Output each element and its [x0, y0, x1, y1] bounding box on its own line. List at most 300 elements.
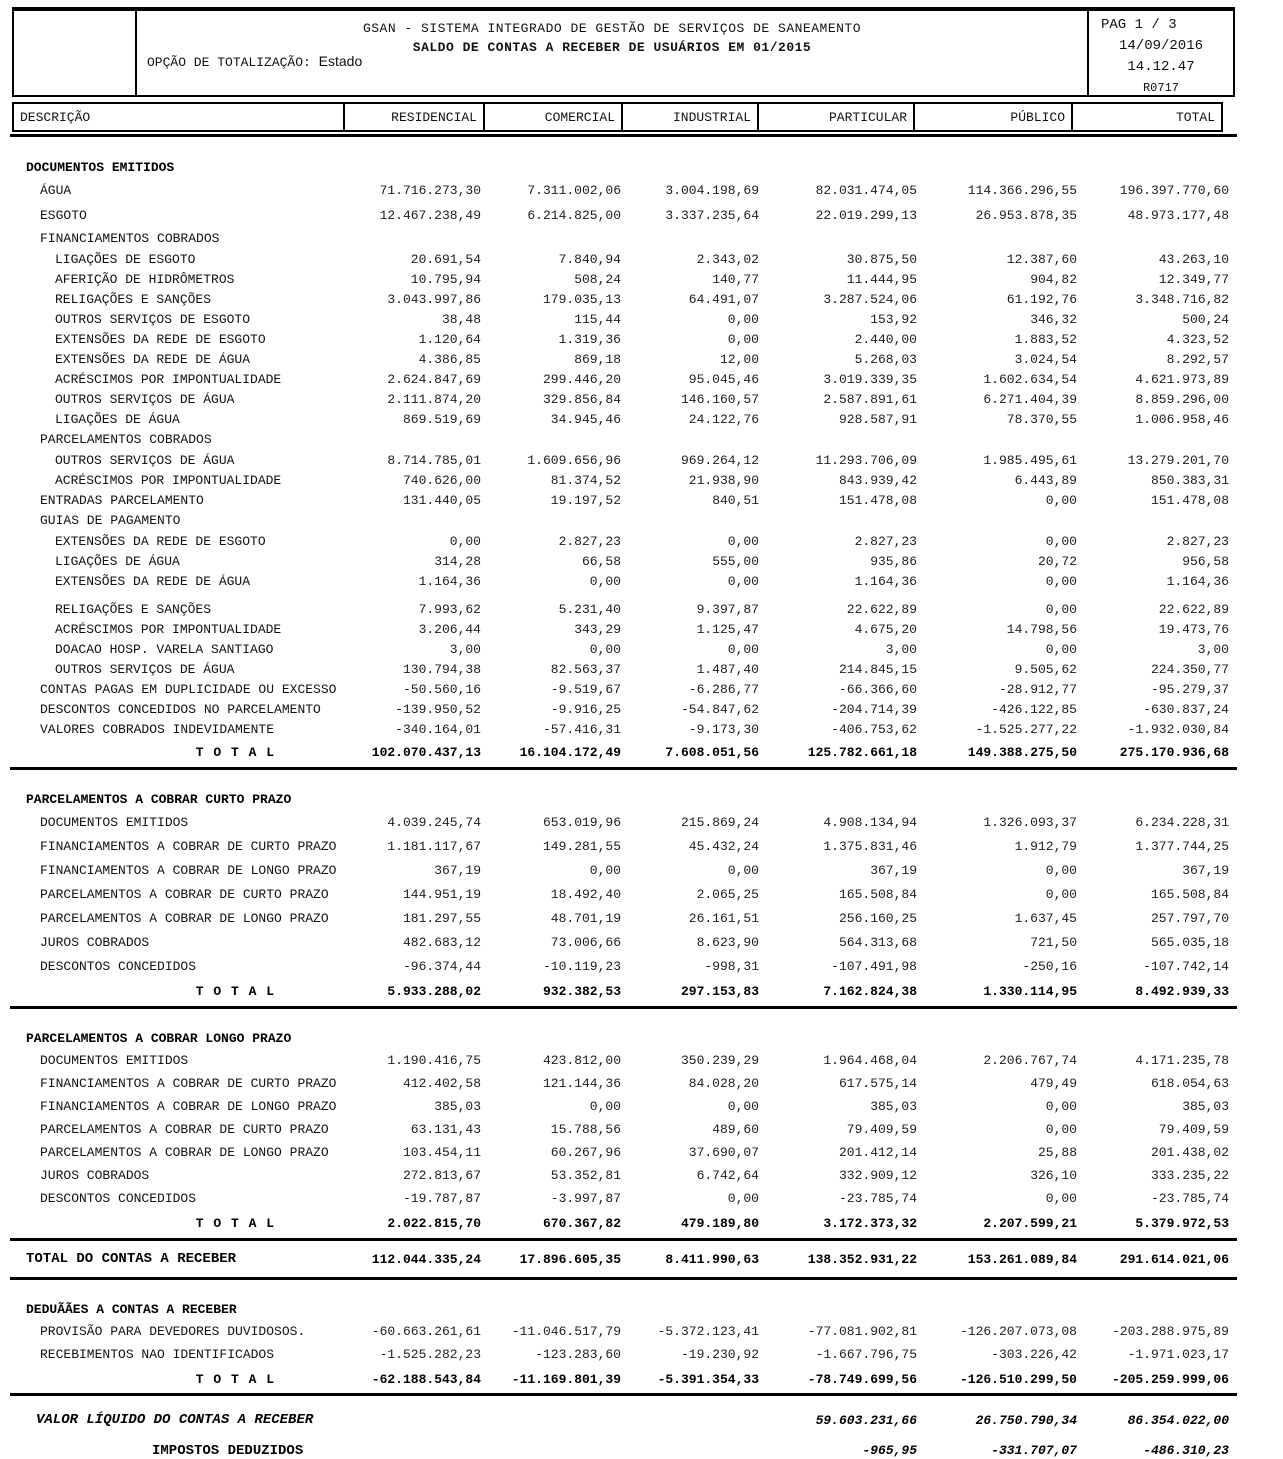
description-cell: T O T A L — [195, 984, 275, 999]
value-cell: -1.971.023,17 — [1127, 1347, 1229, 1362]
report-time: 14.12.47 — [1127, 59, 1195, 75]
value-cell: 291.614.021,06 — [1119, 1251, 1229, 1267]
value-cell: 11.293.706,09 — [815, 452, 917, 468]
value-cell: 3,00 — [885, 641, 917, 657]
value-cell: 81.374,52 — [550, 472, 621, 488]
description-cell: ÁGUA — [40, 183, 72, 198]
value-cell: 13.279.201,70 — [1127, 452, 1229, 468]
table-row — [12, 309, 1235, 329]
value-cell: 20,72 — [1037, 553, 1077, 569]
value-cell: 8.623,90 — [696, 934, 759, 950]
value-cell: 82.031.474,05 — [815, 183, 917, 198]
value-cell: 165.508,84 — [1150, 886, 1229, 902]
table-row — [12, 882, 1235, 906]
description-cell: FINANCIAMENTOS A COBRAR DE LONGO PRAZO — [40, 1099, 337, 1114]
value-cell: 22.622,89 — [1158, 601, 1229, 617]
value-cell: 850.383,31 — [1150, 472, 1229, 488]
section-header-row — [12, 771, 1235, 810]
column-header: PÚBLICO — [913, 102, 1073, 132]
value-cell: 0,00 — [1045, 1122, 1077, 1137]
value-cell: 4.171.235,78 — [1135, 1053, 1229, 1068]
value-cell: 257.797,70 — [1150, 910, 1229, 926]
totalization-label: OPÇÃO DE TOTALIZAÇÃO: — [147, 55, 311, 70]
value-cell: -126.207.073,08 — [959, 1324, 1077, 1339]
value-cell: -486.310,23 — [1143, 1443, 1229, 1458]
value-cell: 500,24 — [1182, 311, 1229, 327]
value-cell: 0,00 — [727, 573, 759, 589]
column-header: RESIDENCIAL — [343, 102, 485, 132]
value-cell: 4.908.134,94 — [823, 814, 917, 830]
value-cell: 144.951,19 — [402, 886, 481, 902]
description-cell: FINANCIAMENTOS A COBRAR DE CURTO PRAZO — [40, 838, 337, 854]
table-row — [12, 1343, 1235, 1366]
total-row — [12, 1366, 1235, 1392]
description-cell: IMPOSTOS DEDUZIDOS — [152, 1443, 304, 1459]
description-cell: OUTROS SERVIÇOS DE ÁGUA — [55, 452, 235, 468]
value-cell: 0,00 — [1045, 533, 1077, 549]
value-cell: -126.510.299,50 — [959, 1371, 1077, 1387]
value-cell: 0,00 — [589, 573, 621, 589]
value-cell: 2.206.767,74 — [983, 1053, 1077, 1068]
value-cell: 14.798,56 — [1006, 621, 1077, 637]
table-row — [12, 1072, 1235, 1095]
value-cell: 843.939,42 — [838, 472, 917, 488]
row-spacer — [12, 591, 1235, 599]
value-cell: 2.440,00 — [854, 331, 917, 347]
value-cell: 84.028,20 — [688, 1076, 759, 1091]
value-cell: 214.845,15 — [838, 661, 917, 677]
value-cell: 112.044.335,24 — [371, 1251, 481, 1267]
report-table-body — [12, 139, 1235, 1459]
table-row — [12, 429, 1235, 450]
description-cell: ACRÉSCIMOS POR IMPONTUALIDADE — [55, 621, 282, 637]
value-cell: 1.912,79 — [1014, 838, 1077, 854]
value-cell: 5.231,40 — [558, 601, 621, 617]
total-row — [12, 1210, 1235, 1237]
section-header-row — [12, 1010, 1235, 1049]
value-cell: 0,00 — [727, 1191, 759, 1206]
description-cell: GUIAS DE PAGAMENTO — [40, 513, 181, 528]
value-cell: 19.473,76 — [1158, 621, 1229, 637]
value-cell: 20.691,54 — [410, 251, 481, 267]
value-cell: 4.675,20 — [854, 621, 917, 637]
value-cell: -23.785,74 — [1150, 1191, 1229, 1206]
value-cell: 1.637,45 — [1014, 910, 1077, 926]
value-cell: 8.714.785,01 — [387, 452, 481, 468]
table-row — [12, 954, 1235, 978]
section-divider — [10, 1238, 1237, 1241]
value-cell: 3.172.373,32 — [823, 1216, 917, 1231]
value-cell: 653.019,96 — [542, 814, 621, 830]
column-header: PARTICULAR — [757, 102, 915, 132]
description-cell: EXTENSÕES DA REDE DE ESGOTO — [55, 331, 266, 347]
value-cell: 0,00 — [727, 641, 759, 657]
value-cell: 179.035,13 — [542, 291, 621, 307]
value-cell: 3.206,44 — [418, 621, 481, 637]
value-cell: 343,29 — [574, 621, 621, 637]
page-indicator: PAG 1 / 3 — [1101, 17, 1177, 33]
header-divider — [10, 134, 1237, 137]
value-cell: 102.070.437,13 — [371, 745, 481, 760]
value-cell: 115,44 — [574, 311, 621, 327]
value-cell: 2.827,23 — [1166, 533, 1229, 549]
value-cell: 53.352,81 — [550, 1168, 621, 1183]
value-cell: 3,00 — [449, 641, 481, 657]
value-cell: 26.161,51 — [688, 910, 759, 926]
value-cell: 3.287.524,06 — [823, 291, 917, 307]
table-row — [12, 679, 1235, 699]
value-cell: 19.197,52 — [550, 492, 621, 508]
value-cell: 7.311.002,06 — [527, 183, 621, 198]
value-cell: 3.024,54 — [1014, 351, 1077, 367]
description-cell: PARCELAMENTOS A COBRAR CURTO PRAZO — [26, 792, 292, 807]
value-cell: 60.267,96 — [550, 1145, 621, 1160]
value-cell: -5.391.354,33 — [657, 1371, 759, 1387]
value-cell: 153.261.089,84 — [967, 1251, 1077, 1267]
description-cell: DOCUMENTOS EMITIDOS — [40, 814, 189, 830]
value-cell: -204.714,39 — [831, 701, 917, 717]
value-cell: 1.487,40 — [696, 661, 759, 677]
value-cell: 61.192,76 — [1006, 291, 1077, 307]
table-row — [12, 1095, 1235, 1118]
value-cell: -1.667.796,75 — [815, 1347, 917, 1362]
value-cell: 26.953.878,35 — [975, 208, 1077, 223]
value-cell: 326,10 — [1030, 1168, 1077, 1183]
value-cell: -19.230,92 — [680, 1347, 759, 1362]
value-cell: -9.519,67 — [550, 681, 621, 697]
table-row — [12, 1187, 1235, 1210]
value-cell: 0,00 — [727, 331, 759, 347]
description-cell: RECEBIMENTOS NAO IDENTIFICADOS — [40, 1347, 275, 1362]
value-cell: 565.035,18 — [1150, 934, 1229, 950]
value-cell: 350.239,29 — [680, 1053, 759, 1068]
value-cell: 15.788,56 — [550, 1122, 621, 1137]
column-header: COMERCIAL — [483, 102, 623, 132]
value-cell: 479,49 — [1030, 1076, 1077, 1091]
value-cell: 2.207.599,21 — [983, 1216, 1077, 1231]
value-cell: 151.478,08 — [1150, 492, 1229, 508]
report-date: 14/09/2016 — [1118, 38, 1203, 54]
description-cell: EXTENSÕES DA REDE DE ÁGUA — [55, 351, 251, 367]
value-cell: -1.525.277,22 — [975, 721, 1077, 737]
value-cell: -6.286,77 — [688, 681, 759, 697]
value-cell: 121.144,36 — [542, 1076, 621, 1091]
value-cell: 63.131,43 — [410, 1122, 481, 1137]
value-cell: 346,32 — [1030, 311, 1077, 327]
table-row — [12, 1118, 1235, 1141]
value-cell: -123.283,60 — [535, 1347, 621, 1362]
description-cell: ACRÉSCIMOS POR IMPONTUALIDADE — [55, 371, 282, 387]
value-cell: 956,58 — [1182, 553, 1229, 569]
value-cell: 3.019.339,35 — [823, 371, 917, 387]
value-cell: -10.119,23 — [542, 958, 621, 974]
value-cell: 26.750.790,34 — [975, 1412, 1077, 1428]
table-row — [12, 178, 1235, 203]
value-cell: 1.181.117,67 — [387, 838, 481, 854]
value-cell: 5.379.972,53 — [1135, 1216, 1229, 1231]
total-row — [12, 739, 1235, 766]
description-cell: EXTENSÕES DA REDE DE ESGOTO — [55, 533, 266, 549]
table-row — [12, 269, 1235, 289]
value-cell: 1.120,64 — [418, 331, 481, 347]
description-cell: PROVISÃO PARA DEVEDORES DUVIDOSOS. — [40, 1324, 306, 1339]
value-cell: 7.162.824,38 — [823, 984, 917, 999]
table-row — [12, 409, 1235, 429]
value-cell: 114.366.296,55 — [967, 183, 1077, 198]
table-row — [12, 1164, 1235, 1187]
report-code: R0717 — [1142, 81, 1179, 95]
value-cell: 2.587.891,61 — [823, 391, 917, 407]
value-cell: 3.337.235,64 — [665, 208, 759, 223]
value-cell: 385,03 — [1182, 1099, 1229, 1114]
value-cell: 38,48 — [441, 311, 481, 327]
value-cell: 140,77 — [712, 271, 759, 287]
header-center — [137, 11, 1087, 95]
totalization-line — [147, 53, 362, 70]
value-cell: 131.440,05 — [402, 492, 481, 508]
value-cell: 37.690,07 — [688, 1145, 759, 1160]
value-cell: -5.372.123,41 — [657, 1324, 759, 1339]
value-cell: 0,00 — [589, 641, 621, 657]
value-cell: 0,00 — [1045, 1191, 1077, 1206]
value-cell: -303.226,42 — [991, 1347, 1077, 1362]
value-cell: 8.292,57 — [1166, 351, 1229, 367]
value-cell: 1.375.831,46 — [823, 838, 917, 854]
logo-box — [14, 11, 137, 95]
value-cell: 4.621.973,89 — [1135, 371, 1229, 387]
table-row — [12, 699, 1235, 719]
value-cell: 151.478,08 — [838, 492, 917, 508]
description-cell: VALORES COBRADOS INDEVIDAMENTE — [40, 721, 275, 737]
description-cell: OUTROS SERVIÇOS DE ESGOTO — [55, 311, 251, 327]
value-cell: 5.933.288,02 — [387, 984, 481, 999]
table-row — [12, 1443, 1235, 1459]
value-cell: -406.753,62 — [831, 721, 917, 737]
description-cell: OUTROS SERVIÇOS DE ÁGUA — [55, 391, 235, 407]
value-cell: -77.081.902,81 — [807, 1324, 917, 1339]
table-row — [12, 289, 1235, 309]
value-cell: 0,00 — [727, 1099, 759, 1114]
description-cell: ENTRADAS PARCELAMENTO — [40, 492, 204, 508]
value-cell: 9.505,62 — [1014, 661, 1077, 677]
value-cell: 0,00 — [449, 533, 481, 549]
description-cell: EXTENSÕES DA REDE DE ÁGUA — [55, 573, 251, 589]
value-cell: 869.519,69 — [402, 411, 481, 427]
value-cell: 333.235,22 — [1150, 1168, 1229, 1183]
value-cell: 969.264,12 — [680, 452, 759, 468]
table-row — [12, 930, 1235, 954]
value-cell: 932.382,53 — [542, 984, 621, 999]
description-cell: ACRÉSCIMOS POR IMPONTUALIDADE — [55, 472, 282, 488]
value-cell: 215.869,24 — [680, 814, 759, 830]
value-cell: 149.388.275,50 — [967, 745, 1077, 760]
value-cell: 314,28 — [434, 553, 481, 569]
section-divider — [10, 1277, 1237, 1280]
section-divider — [10, 1393, 1237, 1396]
value-cell: 25,88 — [1037, 1145, 1077, 1160]
description-cell: FINANCIAMENTOS COBRADOS — [40, 231, 220, 246]
description-cell: T O T A L — [195, 1371, 275, 1387]
description-cell: OUTROS SERVIÇOS DE ÁGUA — [55, 661, 235, 677]
table-row — [12, 1049, 1235, 1072]
value-cell: 86.354.022,00 — [1127, 1412, 1229, 1428]
report-title: GSAN - SISTEMA INTEGRADO DE GESTÃO DE SERVIÇOS DE SANEAMENTO — [362, 21, 862, 36]
value-cell: -340.164,01 — [395, 721, 481, 737]
value-cell: 297.153,83 — [680, 984, 759, 999]
description-cell: VALOR LÍQUIDO DO CONTAS A RECEBER — [36, 1412, 314, 1428]
totalization-value: Estado — [318, 53, 363, 69]
value-cell: 224.350,77 — [1150, 661, 1229, 677]
description-cell: AFERIÇÃO DE HIDRÔMETROS — [55, 271, 235, 287]
value-cell: 3.043.997,86 — [387, 291, 481, 307]
table-row — [12, 510, 1235, 531]
value-cell: 4.039.245,74 — [387, 814, 481, 830]
description-cell: TOTAL DO CONTAS A RECEBER — [26, 1251, 237, 1267]
value-cell: -331.707,07 — [991, 1443, 1077, 1458]
table-row — [12, 490, 1235, 510]
description-cell: PARCELAMENTOS A COBRAR DE CURTO PRAZO — [40, 1122, 329, 1137]
table-row — [12, 719, 1235, 739]
value-cell: 479.189,80 — [680, 1216, 759, 1231]
description-cell: CONTAS PAGAS EM DUPLICIDADE OU EXCESSO — [40, 681, 337, 697]
description-cell: JUROS COBRADOS — [40, 1168, 150, 1183]
table-row — [12, 203, 1235, 228]
value-cell: -965,95 — [862, 1443, 917, 1458]
value-cell: -11.169.801,39 — [511, 1371, 621, 1387]
value-cell: 130.794,38 — [402, 661, 481, 677]
value-cell: 1.602.634,54 — [983, 371, 1077, 387]
value-cell: 367,19 — [870, 862, 917, 878]
value-cell: 73.006,66 — [550, 934, 621, 950]
value-cell: 2.343,02 — [696, 251, 759, 267]
description-cell: ESGOTO — [40, 208, 87, 223]
value-cell: -9.916,25 — [550, 701, 621, 717]
value-cell: 7.840,94 — [558, 251, 621, 267]
value-cell: 721,50 — [1030, 934, 1077, 950]
value-cell: 3.004.198,69 — [665, 183, 759, 198]
value-cell: 1.164,36 — [418, 573, 481, 589]
table-row — [12, 858, 1235, 882]
value-cell: 1.190.416,75 — [387, 1053, 481, 1068]
value-cell: 0,00 — [1045, 601, 1077, 617]
page-info-box — [1087, 11, 1233, 95]
value-cell: 2.022.815,70 — [387, 1216, 481, 1231]
value-cell: -139.950,52 — [395, 701, 481, 717]
value-cell: 2.065,25 — [696, 886, 759, 902]
value-cell: 8.411.990,63 — [665, 1251, 759, 1267]
table-row — [12, 369, 1235, 389]
table-row — [12, 470, 1235, 490]
value-cell: 79.409,59 — [846, 1122, 917, 1137]
value-cell: 0,00 — [1045, 492, 1077, 508]
value-cell: 0,00 — [727, 533, 759, 549]
value-cell: 1.125,47 — [696, 621, 759, 637]
value-cell: 272.813,67 — [402, 1168, 481, 1183]
description-cell: FINANCIAMENTOS A COBRAR DE CURTO PRAZO — [40, 1076, 337, 1091]
value-cell: 16.104.172,49 — [519, 745, 621, 760]
value-cell: 332.909,12 — [838, 1168, 917, 1183]
value-cell: 1.319,36 — [558, 331, 621, 347]
value-cell: 2.624.847,69 — [387, 371, 481, 387]
table-row — [12, 810, 1235, 834]
value-cell: 78.370,55 — [1006, 411, 1077, 427]
value-cell: 0,00 — [727, 862, 759, 878]
description-cell: DOCUMENTOS EMITIDOS — [26, 160, 175, 175]
description-cell: JUROS COBRADOS — [40, 934, 150, 950]
value-cell: 196.397.770,60 — [1119, 183, 1229, 198]
section-divider — [10, 767, 1237, 770]
value-cell: 22.622,89 — [846, 601, 917, 617]
value-cell: 165.508,84 — [838, 886, 917, 902]
description-cell: PARCELAMENTOS COBRADOS — [40, 432, 212, 447]
value-cell: 2.827,23 — [854, 533, 917, 549]
value-cell: 6.443,89 — [1014, 472, 1077, 488]
value-cell: 8.492.939,33 — [1135, 984, 1229, 999]
value-cell: 6.214.825,00 — [527, 208, 621, 223]
value-cell: 329.856,84 — [542, 391, 621, 407]
value-cell: 840,51 — [712, 492, 759, 508]
value-cell: 617.575,14 — [838, 1076, 917, 1091]
value-cell: 59.603.231,66 — [815, 1412, 917, 1428]
section-header-row — [12, 139, 1235, 178]
table-row — [12, 551, 1235, 571]
value-cell: 618.054,63 — [1150, 1076, 1229, 1091]
value-cell: 904,82 — [1030, 271, 1077, 287]
value-cell: 21.938,90 — [688, 472, 759, 488]
table-row — [12, 1397, 1235, 1443]
column-header: DESCRIÇÃO — [12, 102, 345, 132]
value-cell: -62.188.543,84 — [371, 1371, 481, 1387]
description-cell: DESCONTOS CONCEDIDOS — [40, 1191, 197, 1206]
value-cell: 138.352.931,22 — [807, 1251, 917, 1267]
value-cell: 6.742,64 — [696, 1168, 759, 1183]
value-cell: 71.716.273,30 — [379, 183, 481, 198]
description-cell: RELIGAÇÕES E SANÇÕES — [55, 601, 212, 617]
value-cell: 508,24 — [574, 271, 621, 287]
value-cell: 12,00 — [719, 351, 759, 367]
value-cell: 0,00 — [1045, 862, 1077, 878]
value-cell: 1.330.114,95 — [983, 984, 1077, 999]
table-row — [12, 639, 1235, 659]
value-cell: 153,92 — [870, 311, 917, 327]
value-cell: 935,86 — [870, 553, 917, 569]
description-cell: LIGAÇÕES DE ÁGUA — [55, 553, 180, 569]
value-cell: 423.812,00 — [542, 1053, 621, 1068]
description-cell: LIGAÇÕES DE ESGOTO — [55, 251, 196, 267]
value-cell: 7.993,62 — [418, 601, 481, 617]
value-cell: 412.402,58 — [402, 1076, 481, 1091]
description-cell: DOACAO HOSP. VARELA SANTIAGO — [55, 641, 274, 657]
value-cell: 1.164,36 — [1166, 573, 1229, 589]
value-cell: 385,03 — [870, 1099, 917, 1114]
value-cell: -78.749.699,56 — [807, 1371, 917, 1387]
value-cell: 670.367,82 — [542, 1216, 621, 1231]
description-cell: PARCELAMENTOS A COBRAR DE LONGO PRAZO — [40, 1145, 329, 1160]
value-cell: 869,18 — [574, 351, 621, 367]
description-cell: T O T A L — [195, 1216, 275, 1231]
value-cell: -95.279,37 — [1150, 681, 1229, 697]
value-cell: 9.397,87 — [696, 601, 759, 617]
value-cell: 7.608.051,56 — [665, 745, 759, 760]
value-cell: 1.964.468,04 — [823, 1053, 917, 1068]
column-header: INDUSTRIAL — [621, 102, 759, 132]
value-cell: 0,00 — [1045, 886, 1077, 902]
value-cell: 79.409,59 — [1158, 1122, 1229, 1137]
value-cell: 12.349,77 — [1158, 271, 1229, 287]
value-cell: 2.827,23 — [558, 533, 621, 549]
value-cell: 5.268,03 — [854, 351, 917, 367]
value-cell: 43.263,10 — [1158, 251, 1229, 267]
